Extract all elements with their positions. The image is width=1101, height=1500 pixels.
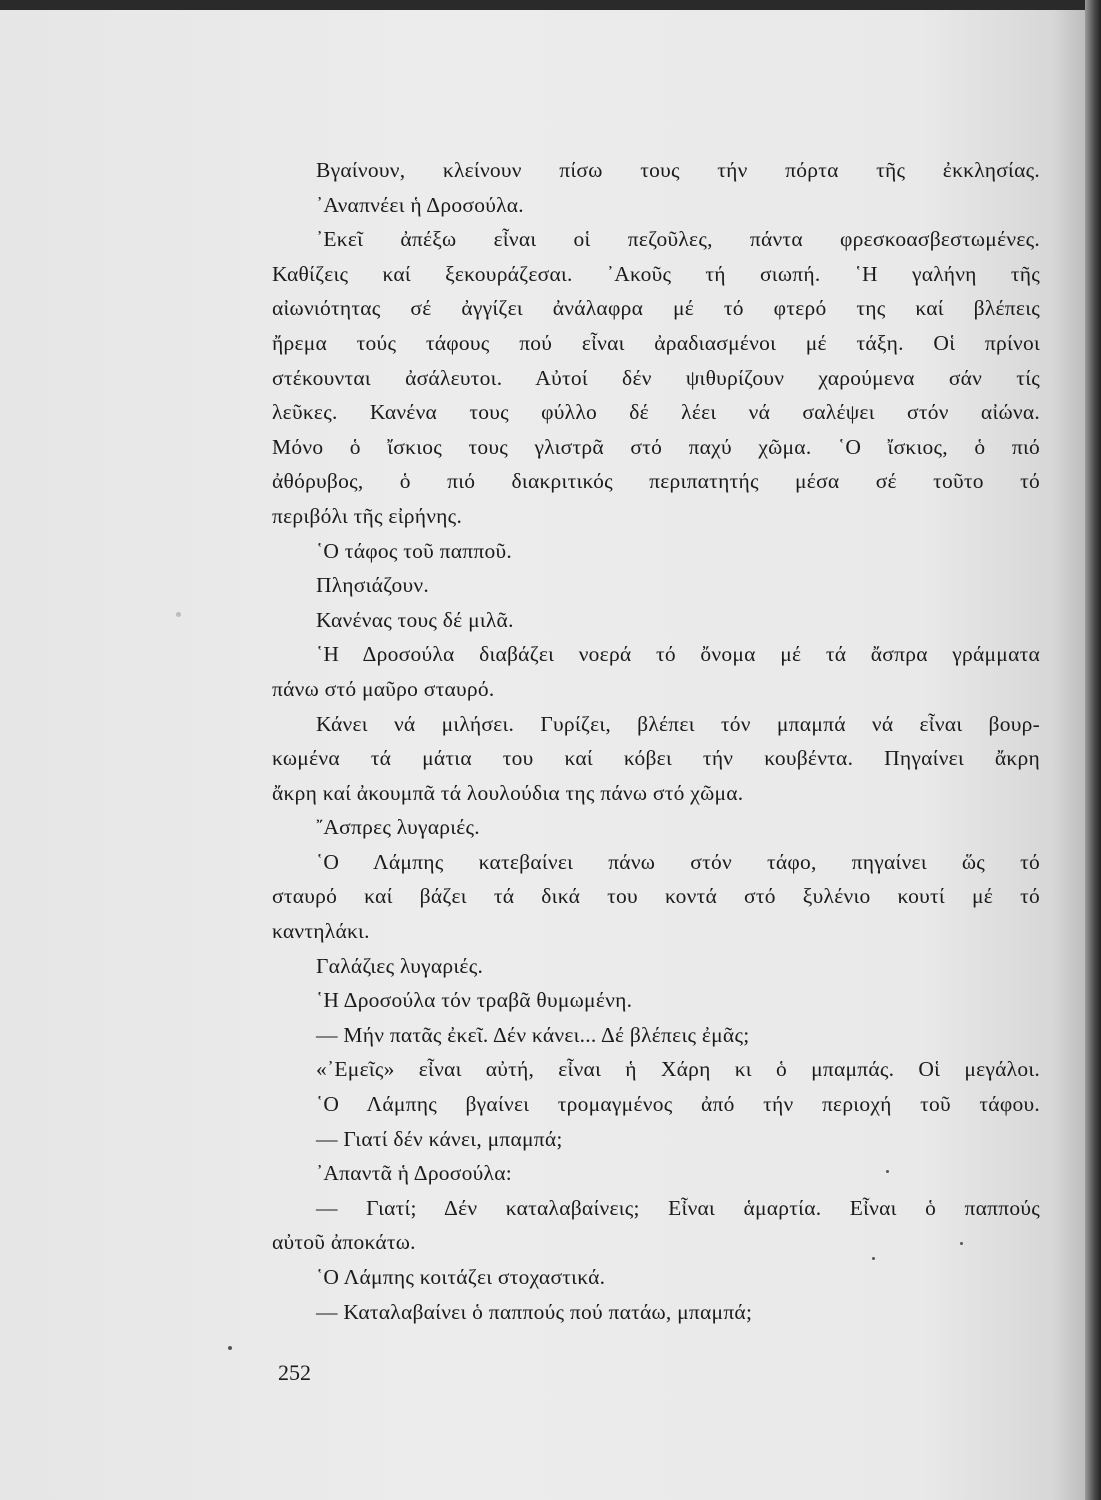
text-line: ῾Ο Λάμπης βγαίνει τρομαγμένος ἀπό τήν περιοχή τοῦ τάφου. [316,1092,1040,1117]
text-line: Μόνο ὁ ἴσκιος τους γλιστρᾶ στό παχύ χῶμα. ῾Ο ἴσκιος, ὁ πιό [272,434,1040,459]
text-line: ῾Ο Λάμπης κοιτάζει στοχαστικά. [316,1265,606,1289]
text-line: Βγαίνουν, κλείνουν πίσω τους τήν πόρτα τῆς ἐκκλησίας. [316,158,1040,182]
text-line: Γαλάζιες λυγαριές. [316,953,484,978]
paper-speck [960,1242,963,1245]
text-line: πάνω στό μαῦρο σταυρό. [272,676,495,701]
text-line: — Καταλαβαίνει ὁ παππούς πού πατάω, μπαμπά; [316,1299,753,1324]
text-line: σταυρό καί βάζει τά δικά του κοντά στό ξυλένιο κουτί μέ τό [272,884,1040,909]
paper-speck [228,1346,232,1350]
text-line: — Γιατί; Δέν καταλαβαίνεις; Εἶναι ἁμαρτία. Εἶναι ὁ παππούς [316,1195,1040,1220]
text-line: Κάνει νά μιλήσει. Γυρίζει, βλέπει τόν μπαμπά νά εἶναι βουρ- [316,711,1040,736]
text-line: «᾿Εμεῖς» εἶναι αὐτή, εἶναι ἡ Χάρη κι ὁ μπαμπάς. Οἱ μεγάλοι. [316,1057,1040,1082]
text-line: ῾Ο Λάμπης κατεβαίνει πάνω στόν τάφο, πηγαίνει ὥς τό [316,849,1040,874]
page-number: 252 [278,1360,311,1385]
body-text [272,153,1040,1329]
text-line: ᾿Εκεῖ ἀπέξω εἶναι οἱ πεζοῦλες, πάντα φρεσκοασβεστωμένες. [316,227,1040,252]
text-line: ῎Ασπρες λυγαριές. [316,815,480,840]
text-line: ῾Η Δροσούλα τόν τραβᾶ θυμωμένη. [316,988,633,1013]
paper-speck [176,612,181,617]
paper-speck [886,1170,889,1173]
text-line: αὐτοῦ ἀποκάτω. [272,1230,416,1255]
text-line: ᾿Απαντᾶ ἡ Δροσούλα: [316,1161,512,1186]
paper-speck [872,1257,875,1260]
text-line: Κανένας τους δέ μιλᾶ. [316,607,514,632]
text-line: καντηλάκι. [272,919,370,944]
page-edge-shadow [1085,0,1101,1500]
text-line: περιβόλι τῆς εἰρήνης. [272,503,463,528]
text-line: ἄκρη καί ἀκουμπᾶ τά λουλούδια της πάνω στό χῶμα. [272,780,744,805]
book-page [0,10,1085,1500]
text-line: Πλησιάζουν. [316,573,429,598]
text-line: ἤρεμα τούς τάφους πού εἶναι ἀραδιασμένοι μέ τάξη. Οἱ πρίνοι [272,330,1040,355]
text-line: ῾Ο τάφος τοῦ παπποῦ. [316,538,513,563]
text-line: ῾Η Δροσούλα διαβάζει νοερά τό ὄνομα μέ τά ἄσπρα γράμματα [316,642,1040,667]
text-line: κωμένα τά μάτια του καί κόβει τήν κουβέντα. Πηγαίνει ἄκρη [272,746,1040,771]
text-line: Καθίζεις καί ξεκουράζεσαι. ᾿Ακοῦς τή σιωπή. ῾Η γαλήνη τῆς [272,261,1040,286]
text-line: αἰωνιότητας σέ ἀγγίζει ἀνάλαφρα μέ τό φτερό της καί βλέπεις [272,296,1040,321]
text-line: — Μήν πατᾶς ἐκεῖ. Δέν κάνει... Δέ βλέπεις ἐμᾶς; [316,1022,750,1047]
text-line: στέκουνται ἀσάλευτοι. Αὐτοί δέν ψιθυρίζουν χαρούμενα σάν τίς [272,365,1040,390]
text-line: — Γιατί δέν κάνει, μπαμπά; [316,1126,563,1151]
text-line: ᾿Αναπνέει ἡ Δροσούλα. [316,192,524,217]
text-line: ἀθόρυβος, ὁ πιό διακριτικός περιπατητής μέσα σέ τοῦτο τό [272,469,1040,494]
text-line: λεῦκες. Κανένα τους φύλλο δέ λέει νά σαλέψει στόν αἰώνα. [272,400,1040,425]
